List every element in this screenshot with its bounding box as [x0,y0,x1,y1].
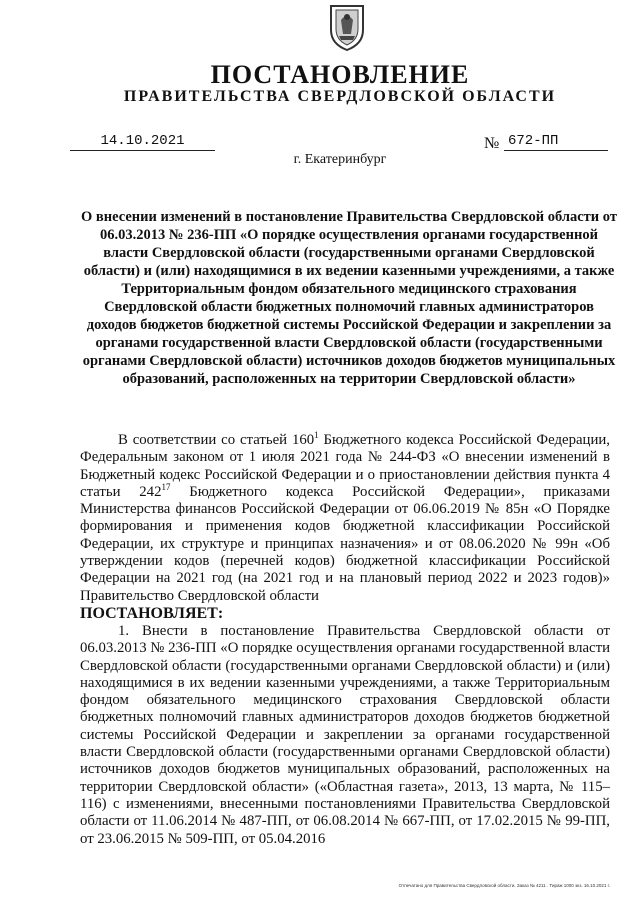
document-body [80,432,610,848]
intro-paragraph: В соответствии со статьей $160^1$ Бюджетного кодекса Российской Федерации, Федеральным законом от 1 июля 2021 года № 244-ФЗ «О внесении изменений в Бюджетный кодекс Российской Федерации и о приостановлении действия пункта 4 статьи $242^{17}$ Бюджетного кодекса Российской Федерации», приказами Министерства финансов Российской Федерации от 06.06.2019 № 85н «О Порядке формирования и применения кодов бюджетной классификации Российской Федерации, их структуре и принципах назначения» и от 08.06.2020 № 99н «Об утверждении кодов (перечней кодов) бюджетной классификации Российской Федерации на 2021 год (на 2021 год и на плановый период 2022 и 2023 годов)» Правительство Свердловской области [80,430,610,604]
item-1-paragraph: 1. Внести в постановление Правительства Свердловской области от 06.03.2013 № 236-ПП «О порядке осуществления органами государственной власти Свердловской области (государственными органами Свердловской области) и (или) находящимися в их ведении казенными учреждениями, а также Территориальным фондом обязательного медицинского страхования Свердловской области бюджетных полномочий главных администраторов доходов бюджетов бюджетной системы Российской Федерации и закреплении за органами государственной власти Свердловской области (государственными органами Свердловской области) источников доходов бюджетов муниципальных образований, расположенных на территории Свердловской области» («Областная газета», 2013, 13 марта, № 115–116) с изменениями, внесенными постановлениями Правительства Свердловской области от 11.06.2014 № 487-ПП, от 06.08.2014 № 667-ПП, от 17.02.2015 № 99-ПП, от 23.06.2015 № 509-ПП, от 05.04.2016 [80,622,610,847]
document-subtitle: ПРАВИТЕЛЬСТВА СВЕРДЛОВСКОЙ ОБЛАСТИ [123,88,557,105]
print-footer: Отпечатано для Правительства Свердловской области. Заказ № 4211 . Тираж 1000 экз. 16.10.2021 г. [398,883,610,888]
decree-word: ПОСТАНОВЛЯЕТ: [80,604,224,622]
coat-of-arms-emblem [327,4,367,52]
document-title: ПОСТАНОВЛЕНИЕ [210,60,470,89]
city-name: г. Екатеринбург [293,152,387,167]
number-sign: № [484,135,500,152]
decree-number: 672-ПП [504,133,608,151]
decree-date: 14.10.2021 [70,133,215,151]
decree-heading: О внесении изменений в постановление Правительства Свердловской области от 06.03.2013 № 236-ПП «О порядке осуществления органами государственной власти Свердловской области (государственными органами Свердловской области) и (или) находящимися в их ведении казенными учреждениями, а также Территориальным фондом обязательного медицинского страхования Свердловской области бюджетных полномочий главных администраторов доходов бюджетов бюджетной системы Российской Федерации и закреплении за органами государственной власти Свердловской области (государственными органами Свердловской области) источников доходов бюджетов муниципальных образований, расположенных на территории Свердловской области» [81,209,617,387]
